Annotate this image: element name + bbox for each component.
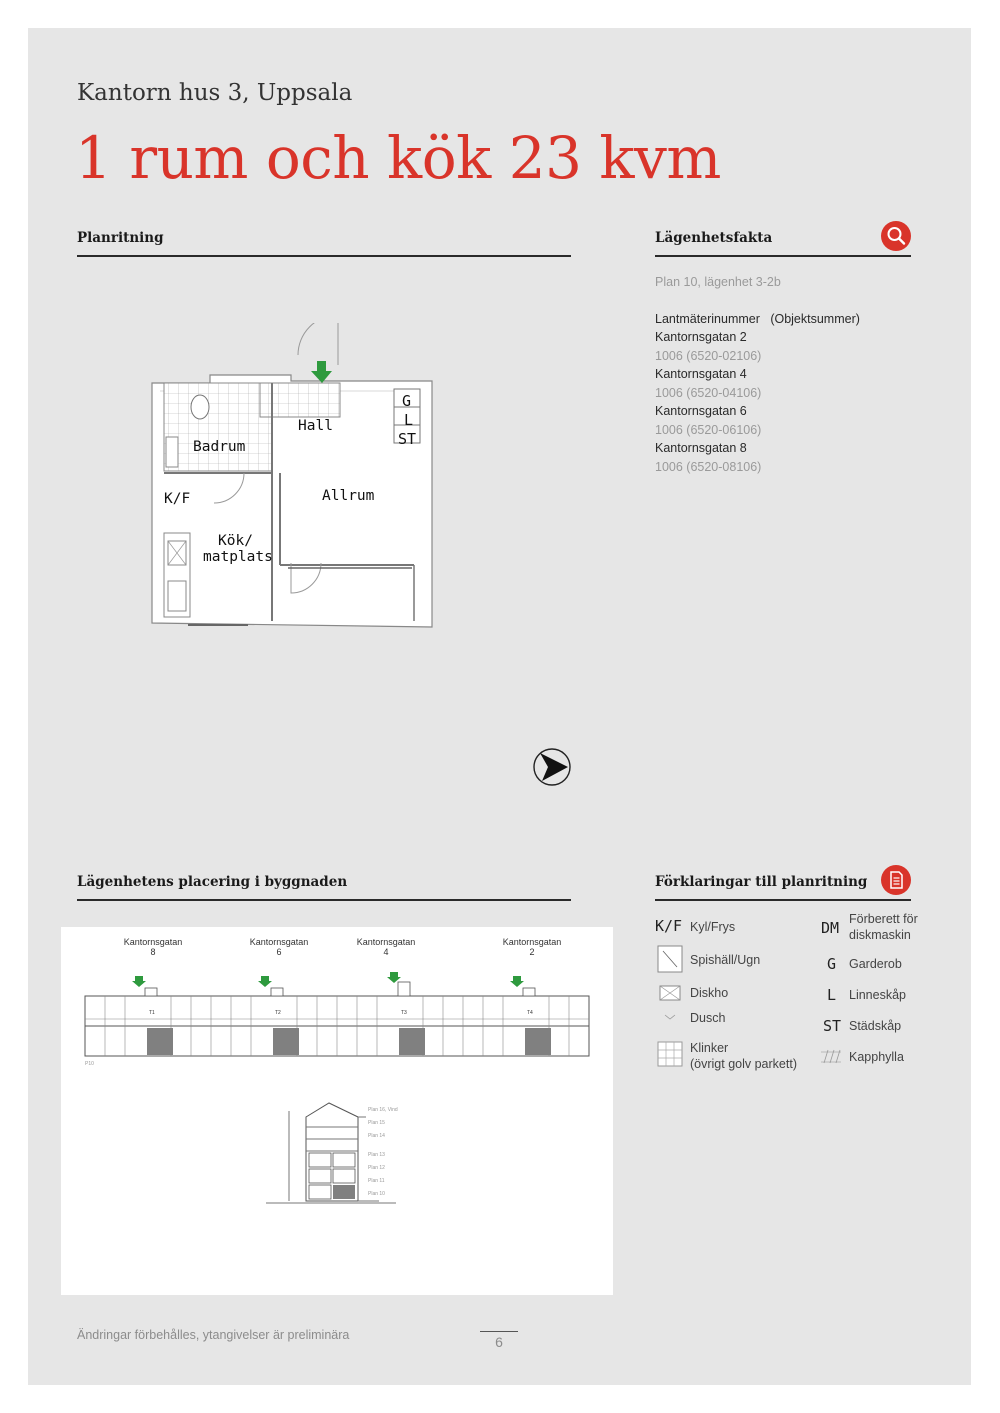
room-matplats: matplats [203,549,273,565]
facts-number: 1006 (6520-06106) [655,422,762,437]
legend-label: Kyl/Frys [690,920,736,934]
entrance-arrow [311,361,332,383]
tile-icon [657,1041,683,1067]
legend-symbol-g: G [827,955,837,973]
sink-icon [659,985,681,1001]
legend-rule [655,899,911,901]
stair-label: T4 [527,1010,533,1016]
plan-info: Plan 10, lägenhet 3-2b [655,275,781,289]
legend-heading: Förklaringar till planritning [655,874,868,890]
footer-disclaimer: Ändringar förbehålles, ytangivelser är preliminära [77,1328,350,1342]
legend-label-tiles: Klinker (övrigt golv parkett) [690,1041,797,1071]
room-hall: Hall [298,418,333,434]
placement-rule [77,899,571,901]
facts-street: Kantornsgatan 6 [655,404,747,418]
floorplan-rule [77,255,571,257]
legend-symbol-l: L [827,986,837,1004]
legend-symbol-st: ST [823,1017,842,1035]
room-kok: Kök/ [218,533,253,549]
stove-icon [657,945,683,973]
floorplan-heading: Planritning [77,230,164,246]
legend-label: Diskho [690,986,729,1000]
document-icon[interactable] [881,865,911,895]
storage-g: G [402,392,412,410]
storage-l: L [404,411,414,429]
legend-label: Garderob [849,957,902,971]
facts-number: 1006 (6520-02106) [655,348,762,363]
section-levels: Plan 16, Vind Plan 15 Plan 14 Plan 13 Plan 12 Plan 11 Plan 10 [368,1107,398,1197]
property-subtitle: Kantorn hus 3, Uppsala [77,80,353,106]
compass-icon [532,747,572,787]
room-badrum: Badrum [193,439,246,455]
placement-heading: Lägenhetens placering i byggnaden [77,874,348,890]
building-placement-panel [61,927,613,1295]
room-allrum: Allrum [322,488,375,504]
legend-label: Städskåp [849,1019,902,1033]
legend-label: Spishäll/Ugn [690,953,761,967]
entrance-label: Kantornsgatan 6 [249,937,309,957]
facts-number: 1006 (6520-08106) [655,459,762,474]
page-number: 6 [480,1331,518,1350]
apartment-title: 1 rum och kök 23 kvm [75,124,721,192]
coat-rack-icon [820,1048,842,1064]
facts-number: 1006 (6520-04106) [655,385,762,400]
stair-label: T1 [149,1010,155,1016]
search-icon[interactable] [881,221,911,251]
legend-label: Linneskåp [849,988,906,1002]
legend-label-dm: Förberett för diskmaskin [849,912,918,942]
storage-st: ST [398,430,417,448]
legend-symbol-kf: K/F [655,917,683,935]
legend-label: Kapphylla [849,1050,904,1064]
page [28,28,971,1385]
facts-street: Kantornsgatan 8 [655,441,747,455]
legend-label: Dusch [690,1011,726,1025]
apartment-facts [655,273,860,476]
plan-label: P10 [85,1061,94,1067]
building-plan [81,972,593,1067]
facts-street: Kantornsgatan 4 [655,367,747,381]
entrance-label: Kantornsgatan 8 [123,937,183,957]
facts-rule [655,255,911,257]
facts-heading-line: Lantmäterinummer (Objektsummer) [655,311,860,326]
room-kf: K/F [164,491,191,507]
shower-icon [663,1013,677,1021]
facts-heading: Lägenhetsfakta [655,230,773,246]
entrance-label: Kantornsgatan 4 [356,937,416,957]
entrance-label: Kantornsgatan 2 [502,937,562,957]
legend-symbol-dm: DM [821,919,840,937]
facts-street: Kantornsgatan 2 [655,330,747,344]
stair-label: T3 [401,1010,407,1016]
stair-label: T2 [275,1010,281,1016]
floorplan-drawing [148,323,438,633]
